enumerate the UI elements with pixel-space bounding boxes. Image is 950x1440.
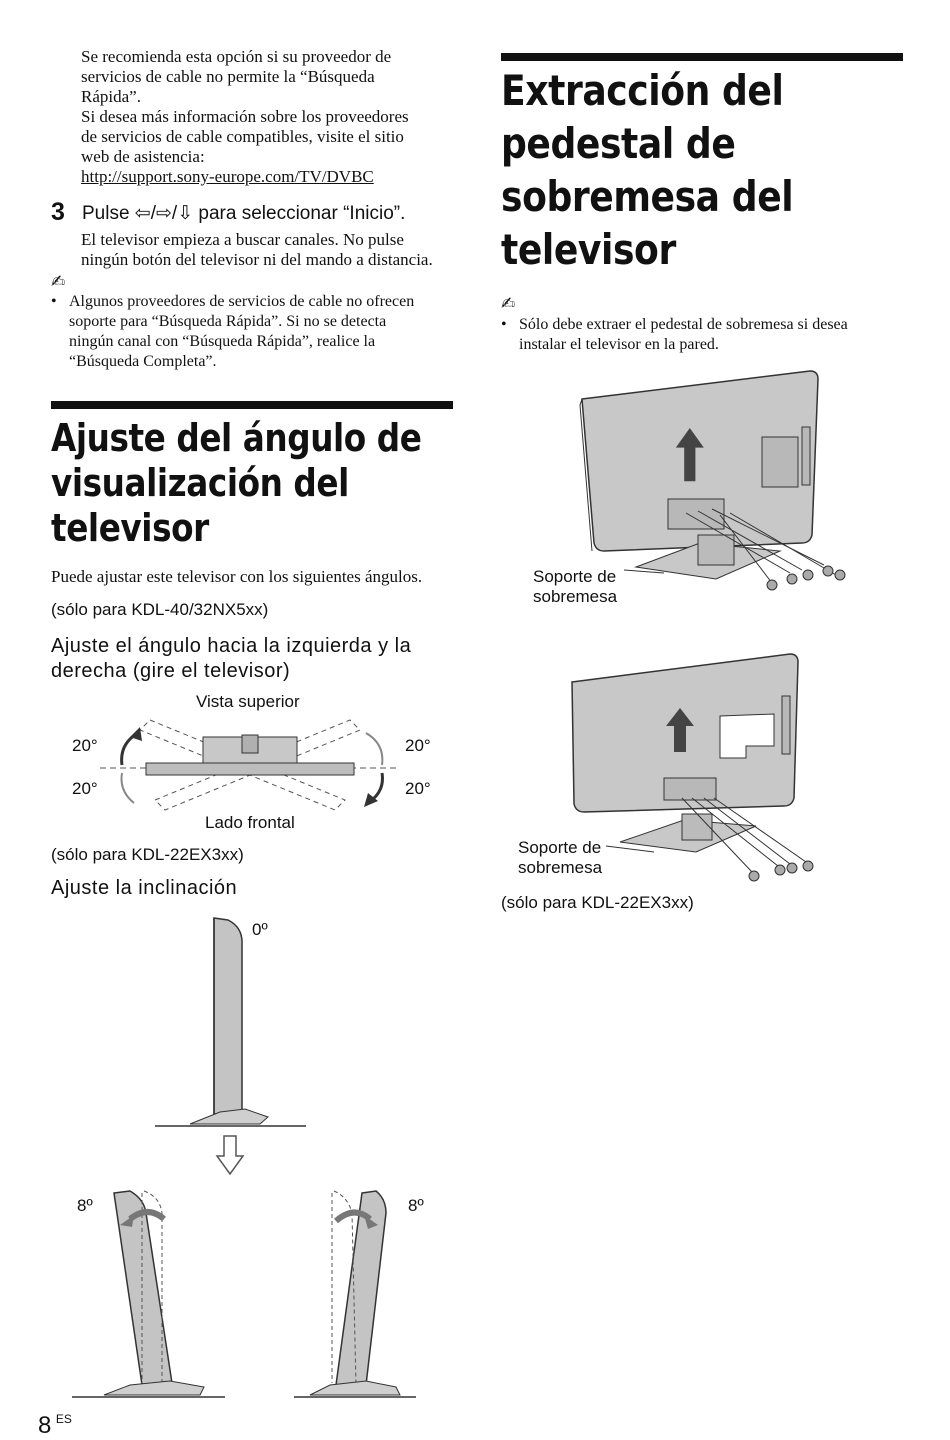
intro-line: de servicios de cable compatibles, visite el sitio — [81, 127, 404, 146]
tilt-upright-diagram — [150, 912, 310, 1092]
note-line: Sólo debe extraer el pedestal de sobremesa si desea — [519, 316, 848, 333]
page-number-suffix: ES — [55, 1412, 72, 1426]
pencil-note-icon: ✍ — [501, 294, 516, 314]
top-view-label: Vista superior — [196, 692, 300, 711]
intro-line: web de asistencia: — [81, 147, 205, 166]
note-line: ningún canal con “Búsqueda Rápida”, realice la — [69, 333, 376, 350]
angle-label: 20° — [405, 736, 431, 755]
angle-label: 20° — [405, 779, 431, 798]
model-note-1: (sólo para KDL-40/32NX5xx) — [51, 600, 269, 619]
front-label: Lado frontal — [205, 813, 295, 832]
intro-line: servicios de cable no permite la “Búsqueda — [81, 67, 375, 86]
heading-line: Ajuste del ángulo de — [51, 416, 422, 460]
note-bullet: • Sólo debe extraer el pedestal de sobremesa si desea instalar el televisor en la pared. — [501, 315, 911, 355]
section-heading-angle — [51, 416, 421, 551]
model-note-2: (sólo para KDL-22EX3xx) — [51, 845, 244, 864]
tilt-zero-label: 0º — [252, 920, 268, 939]
support-link[interactable]: http://support.sony-europe.com/TV/DVBC — [81, 167, 374, 186]
intro-line: Se recomienda esta opción si su proveedor de — [81, 47, 392, 66]
heading-line: televisor — [51, 506, 209, 550]
step-number: 3 — [51, 198, 65, 226]
step-detail-line: El televisor empieza a buscar canales. No pulse — [81, 230, 404, 249]
note-line: Algunos proveedores de servicios de cable no ofrecen — [69, 293, 415, 310]
section-heading-removal — [501, 64, 793, 276]
swivel-diagram — [60, 715, 440, 815]
section-rule-left — [51, 401, 453, 409]
page-number — [38, 1412, 72, 1440]
note-line: soporte para “Búsqueda Rápida”. Si no se detecta — [69, 313, 387, 330]
page-number-value: 8 — [38, 1412, 52, 1439]
tilt-left-label: 8º — [77, 1196, 93, 1215]
step-text: Pulse ⇦/⇨/⇩ para seleccionar “Inicio”. — [82, 203, 406, 224]
note-line: “Búsqueda Completa”. — [69, 353, 217, 370]
section-intro: Puede ajustar este televisor con los siguientes ángulos. — [51, 567, 423, 586]
stand-label-1: Soporte de sobremesa — [533, 567, 618, 606]
heading-line: Extracción del — [501, 66, 784, 115]
swivel-title: Ajuste el ángulo hacia la izquierda y la derecha (gire el televisor) — [51, 635, 412, 682]
heading-line: televisor — [501, 225, 676, 274]
note-bullet: • Algunos proveedores de servicios de cable no ofrecen soporte para “Búsqueda Rápida”. Si no se detecta ningún canal con “Búsqueda Rápida”, realice la “Búsqueda Completa”. — [51, 292, 461, 372]
heading-line: pedestal de — [501, 119, 736, 168]
model-note-right: (sólo para KDL-22EX3xx) — [501, 893, 694, 912]
intro-paragraph — [81, 47, 461, 187]
section-rule-right — [501, 53, 903, 61]
stand-label-2: Soporte de sobremesa — [518, 838, 603, 877]
heading-line: visualización del — [51, 461, 349, 505]
heading-line: sobremesa del — [501, 172, 794, 221]
step-detail-line: ningún botón del televisor ni del mando a distancia. — [81, 250, 433, 269]
intro-line: Si desea más información sobre los proveedores — [81, 107, 409, 126]
intro-line: Rápida”. — [81, 87, 141, 106]
tilt-forward-diagram — [290, 1185, 420, 1400]
tilt-back-diagram — [70, 1185, 230, 1400]
down-arrow-icon — [217, 1136, 243, 1176]
angle-label: 20° — [72, 736, 98, 755]
angle-label: 20° — [72, 779, 98, 798]
note-line: instalar el televisor en la pared. — [519, 336, 719, 353]
step-3-detail — [81, 230, 461, 270]
pencil-note-icon: ✍ — [51, 272, 66, 292]
tilt-title: Ajuste la inclinación — [51, 877, 238, 899]
tilt-right-label: 8º — [408, 1196, 424, 1215]
